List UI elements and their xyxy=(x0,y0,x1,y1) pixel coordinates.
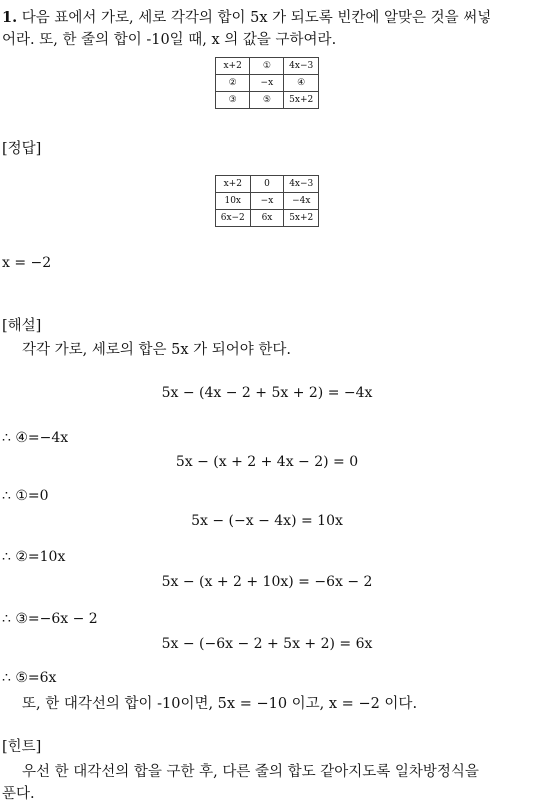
table-cell: x+2 xyxy=(216,58,250,75)
equation: 5x − (4x − 2 + 5x + 2) = −4x xyxy=(161,385,373,401)
table-cell: ③ xyxy=(216,92,250,109)
answer-label: [정답] xyxy=(2,141,42,157)
equation: 5x − (x + 2 + 10x) = −6x − 2 xyxy=(161,574,373,590)
problem-number: 1. xyxy=(2,9,18,26)
explanation-conclusion: 또, 한 대각선의 합이 -10이면, 5x = −10 이고, x = −2 이다. xyxy=(22,696,418,712)
table-cell: 4x−3 xyxy=(284,176,319,193)
table-cell: 4x−3 xyxy=(284,58,319,75)
hint-text-1: 우선 한 대각선의 합을 구한 후, 다른 줄의 합도 같아지도록 일차방정식을 xyxy=(22,764,479,780)
table-cell: 0 xyxy=(250,176,284,193)
problem-line-1 xyxy=(2,8,491,28)
answer-table xyxy=(215,175,319,227)
step-result: ∴ ⑤=6x xyxy=(2,670,57,686)
table-cell: ① xyxy=(250,58,284,75)
question-table xyxy=(215,57,319,109)
equation: 5x − (−6x − 2 + 5x + 2) = 6x xyxy=(161,636,373,652)
table-cell: x+2 xyxy=(216,176,251,193)
table-cell: 5x+2 xyxy=(284,92,319,109)
table-cell: −x xyxy=(250,193,284,210)
table-cell: 5x+2 xyxy=(284,210,319,227)
problem-text-1: 다음 표에서 가로, 세로 각각의 합이 5x 가 되도록 빈칸에 알맞은 것을 써넣 xyxy=(21,10,492,26)
equation: 5x − (x + 2 + 4x − 2) = 0 xyxy=(175,454,359,470)
step-result: ∴ ②=10x xyxy=(2,549,66,565)
table-cell: 6x xyxy=(250,210,284,227)
table-cell: ⑤ xyxy=(250,92,284,109)
table-cell: 6x−2 xyxy=(216,210,251,227)
step-result: ∴ ③=−6x − 2 xyxy=(2,611,98,627)
equation: 5x − (−x − 4x) = 10x xyxy=(191,513,343,529)
step-result: ∴ ①=0 xyxy=(2,488,49,504)
explanation-label: [해설] xyxy=(2,318,42,334)
hint-label: [힌트] xyxy=(2,739,42,755)
table-cell: 10x xyxy=(216,193,251,210)
answer-result: x = −2 xyxy=(2,255,52,271)
hint-text-2: 푼다. xyxy=(2,786,35,802)
step-result: ∴ ④=−4x xyxy=(2,430,69,446)
table-cell: ④ xyxy=(284,75,319,92)
problem-text-2: 어라. 또, 한 줄의 합이 -10일 때, x 의 값을 구하여라. xyxy=(2,32,337,48)
table-cell: −4x xyxy=(284,193,319,210)
explanation-intro: 각각 가로, 세로의 합은 5x 가 되어야 한다. xyxy=(22,342,291,358)
table-cell: −x xyxy=(250,75,284,92)
table-cell: ② xyxy=(216,75,250,92)
